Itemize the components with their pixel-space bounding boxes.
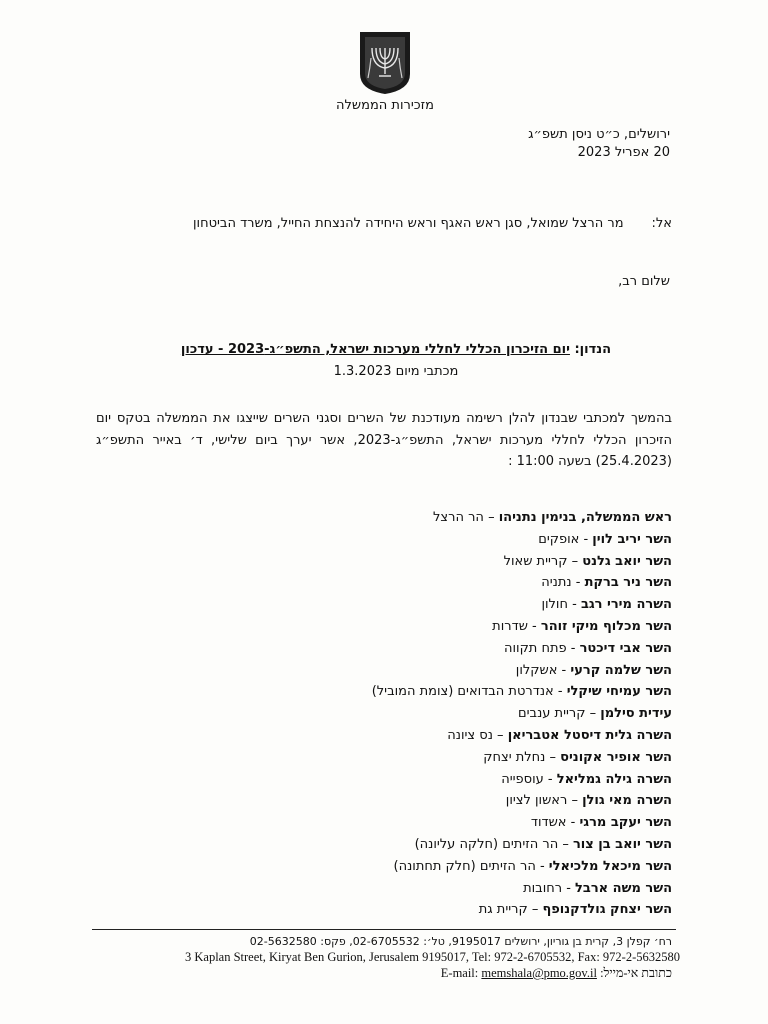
minister-name: השרה גלית דיסטל אטבריאן: [507, 727, 672, 743]
minister-name: השר מכלוף מיקי זוהר: [540, 618, 672, 634]
minister-name: ראש הממשלה, בנימין נתניהו: [498, 510, 672, 525]
separator: –: [567, 553, 583, 569]
minister-name: השר יצחק גולדקנופף: [542, 902, 672, 918]
separator: –: [567, 793, 583, 809]
ceremony-location: ראשון לציון: [505, 793, 568, 809]
minister-name: השר יריב לוין: [592, 531, 672, 547]
minister-name: עידית סילמן: [600, 706, 672, 722]
ceremony-location: נתניה: [541, 575, 572, 591]
separator: –: [527, 902, 543, 918]
ceremony-location: הר הזיתים (חלק תחתונה): [393, 858, 536, 874]
subject-line: [120, 342, 672, 357]
separator: -: [567, 597, 581, 613]
minister-row: [372, 747, 672, 769]
minister-row: [372, 856, 672, 878]
minister-name: השר שלמה קרעי: [570, 662, 672, 678]
separator: -: [553, 684, 567, 700]
recipient-line: [193, 216, 672, 231]
hebrew-date: ירושלים, כ״ט ניסן תשפ״ג: [528, 127, 670, 142]
ceremony-location: קריית שאול: [503, 553, 568, 569]
minister-row: [372, 834, 672, 856]
ceremony-location: אופקים: [538, 531, 580, 547]
ceremony-location: קריית ענבים: [518, 706, 586, 722]
minister-name: השר אופיר אקוניס: [560, 749, 672, 765]
separator: -: [566, 815, 580, 831]
minister-row: [372, 725, 672, 747]
minister-name: השר יעקב מרגי: [579, 815, 672, 831]
footer-address-hebrew: רח׳ קפלן 3, קרית בן גוריון, ירושלים 9195017, טל׳: 02-6705532, פקס: 02-5632580: [249, 935, 672, 948]
minister-name: השר מיכאל מלכיאלי: [548, 858, 672, 874]
footer-divider: [92, 929, 676, 930]
minister-list: [372, 507, 672, 921]
minister-row: [372, 529, 672, 551]
minister-row: [372, 507, 672, 529]
minister-name: השרה גילה גמליאל: [556, 771, 672, 787]
minister-name: השר יואב בן צור: [572, 836, 672, 852]
separator: –: [585, 706, 601, 722]
minister-name: השר משה ארבל: [575, 880, 672, 896]
subject-title: יום הזיכרון הכללי לחללי מערכות ישראל, התשפ״ג-2023 - עדכון: [180, 342, 570, 357]
minister-name: השר ניר ברקת: [584, 575, 672, 591]
body-paragraph: בהמשך למכתבי שבנדון להלן רשימה מעודכנת של השרים וסגני השרים שייצגו את הממשלה בטקס יום הזיכרון הכללי לחללי מערכות ישראל, התשפ״ג-2023, אשר יערך ביום שלישי, ד׳ באייר התשפ״ג (25.4.2023) בשעה 11:00 :: [96, 411, 673, 469]
minister-name: השר יואב גלנט: [582, 553, 672, 569]
minister-row: [372, 616, 672, 638]
ceremony-location: שדרות: [492, 618, 528, 634]
separator: -: [562, 880, 576, 896]
separator: -: [566, 640, 580, 656]
minister-row: [372, 703, 672, 725]
greeting: שלום רב,: [618, 274, 670, 289]
footer-email-line: [441, 966, 672, 981]
separator: -: [557, 662, 571, 678]
minister-row: [372, 878, 672, 900]
minister-row: [372, 681, 672, 703]
separator: -: [543, 771, 557, 787]
minister-row: [372, 899, 672, 921]
separator: –: [483, 510, 499, 525]
ceremony-location: אנדרטת הבדואים (צומת המוביל): [371, 684, 554, 700]
ceremony-location: הר הרצל: [433, 510, 484, 525]
minister-name: השרה מאי גולן: [582, 793, 672, 809]
minister-name: השרה מירי רגב: [580, 597, 672, 613]
ceremony-location: רחובות: [523, 880, 563, 896]
minister-row: [372, 594, 672, 616]
separator: -: [535, 858, 549, 874]
ceremony-location: הר הזיתים (חלקה עליונה): [414, 836, 559, 852]
minister-name: השר אבי דיכטר: [579, 640, 672, 656]
separator: -: [527, 618, 541, 634]
ceremony-location: עוספייה: [501, 771, 544, 787]
gregorian-date: 20 אפריל 2023: [577, 145, 670, 160]
minister-row: [372, 638, 672, 660]
ceremony-location: אשקלון: [515, 662, 558, 678]
ceremony-location: פתח תקווה: [504, 640, 567, 656]
ceremony-location: נחלת יצחק: [483, 749, 546, 765]
minister-row: [372, 812, 672, 834]
separator: -: [571, 575, 585, 591]
minister-row: [372, 551, 672, 573]
recipient-label: אל:: [651, 216, 672, 231]
subject-label: הנדון:: [574, 342, 612, 357]
separator: –: [545, 749, 561, 765]
email-link[interactable]: memshala@pmo.gov.il: [481, 966, 597, 980]
ceremony-location: אשדוד: [530, 815, 567, 831]
ceremony-location: נס ציונה: [447, 727, 493, 743]
separator: -: [579, 531, 593, 547]
email-label-en: E-mail:: [440, 966, 479, 980]
separator: –: [558, 836, 573, 852]
minister-row: [372, 790, 672, 812]
separator: –: [492, 727, 508, 743]
ceremony-location: חולון: [541, 597, 568, 613]
state-emblem-icon: [356, 28, 414, 96]
minister-row: [372, 660, 672, 682]
subject-reference: מכתבי מיום 1.3.2023: [333, 364, 459, 379]
email-label-he: כתובת אי-מייל:: [600, 966, 672, 980]
minister-row: [372, 572, 672, 594]
minister-row: [372, 769, 672, 791]
recipient-text: מר הרצל שמואל, סגן ראש האגף וראש היחידה להנצחת החייל, משרד הביטחון: [193, 216, 624, 231]
ceremony-location: קריית גת: [478, 902, 528, 918]
minister-name: השר עמיחי שיקלי: [566, 684, 672, 700]
office-name: מזכירות הממשלה: [336, 98, 434, 113]
footer-address-english: 3 Kaplan Street, Kiryat Ben Gurion, Jerusalem 9195017, Tel: 972-2-6705532, Fax: 972-2-5632580: [185, 950, 680, 964]
